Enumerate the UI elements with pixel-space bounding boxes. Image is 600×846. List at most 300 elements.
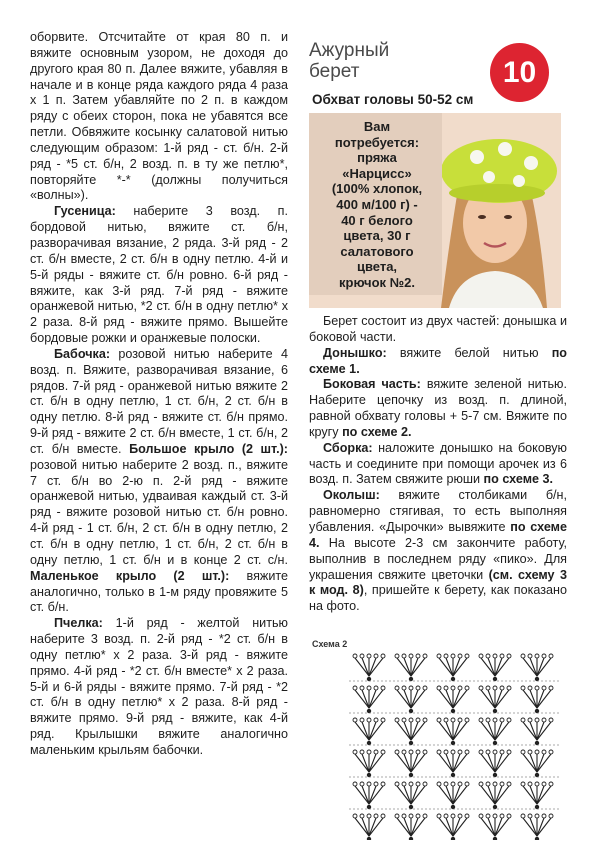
picot-loop	[367, 718, 371, 722]
picot-loop	[528, 686, 532, 690]
picot-loop	[360, 814, 364, 818]
picot-loop	[465, 718, 469, 722]
picot-loop	[500, 782, 504, 786]
picot-loop	[437, 782, 441, 786]
small-wing-text: вяжите аналогично, только в 1-м ряду провяжите 5 ст. б/н.	[30, 568, 288, 615]
base-stitch	[409, 677, 413, 681]
picot-loop	[381, 750, 385, 754]
fan-stroke	[530, 658, 537, 676]
fan-stroke	[439, 754, 453, 772]
picot-loop	[451, 654, 455, 658]
fan-stroke	[369, 722, 383, 740]
fan-stroke	[411, 754, 418, 772]
fan-stroke	[397, 690, 411, 708]
picot-loop	[549, 686, 553, 690]
picot-loop	[486, 718, 490, 722]
picot-loop	[444, 814, 448, 818]
picot-loop	[353, 782, 357, 786]
fan-stroke	[369, 658, 383, 676]
picot-loop	[542, 782, 546, 786]
fan-stroke	[453, 722, 467, 740]
fan-stroke	[537, 818, 551, 836]
picot-loop	[465, 686, 469, 690]
picot-loop	[437, 686, 441, 690]
picot-loop	[367, 686, 371, 690]
picot-loop	[493, 654, 497, 658]
fan-stroke	[411, 658, 418, 676]
fan-stroke	[411, 722, 425, 740]
picot-loop	[451, 718, 455, 722]
picot-loop	[507, 654, 511, 658]
picot-loop	[507, 782, 511, 786]
fan-stroke	[404, 722, 411, 740]
picot-loop	[416, 654, 420, 658]
picot-loop	[381, 782, 385, 786]
picot-loop	[423, 750, 427, 754]
picot-loop	[416, 686, 420, 690]
fan-stroke	[411, 754, 425, 772]
fan-stroke	[404, 658, 411, 676]
fan-stroke	[446, 722, 453, 740]
base-stitch	[451, 805, 455, 809]
picot-loop	[521, 654, 525, 658]
fan-stroke	[481, 786, 495, 804]
materials-box	[309, 113, 442, 295]
fan-stroke	[369, 754, 376, 772]
picot-loop	[381, 654, 385, 658]
picot-loop	[465, 654, 469, 658]
fan-stroke	[362, 786, 369, 804]
picot-loop	[360, 654, 364, 658]
picot-loop	[444, 782, 448, 786]
side-paragraph	[309, 377, 567, 440]
picot-loop	[528, 750, 532, 754]
fan-stroke	[355, 658, 369, 676]
fan-stroke	[488, 722, 495, 740]
intro-paragraph: оборвите. Отсчитайте от края 80 п. и вяжите основным узором, не доходя до другого края 80 п. Далее вяжите, убавляя в начале и в конце ряда каждого ряда 4 раза х 1 п. Затем убавляйте по 2 п. в каждом ряду с обеих сторон, пока не убавятся все петли. Обвяжите косынку салатовой нитью следующим образом: 1-й ряд - ст. б/н. 2-й ряд - *5 ст. б/н, 2 возд. п. в ту же петлю*, повторяйте *-* (должны получиться «волны»).	[30, 30, 288, 203]
materials-line: пряжа	[357, 150, 397, 166]
fan-stroke	[537, 722, 551, 740]
picot-loop	[542, 750, 546, 754]
fan-stroke	[446, 818, 453, 836]
base-stitch	[367, 773, 371, 777]
fan-stroke	[495, 690, 502, 708]
picot-loop	[437, 654, 441, 658]
picot-loop	[423, 654, 427, 658]
assembly-text: наложите донышко на боковую часть и соедините при помощи арочек из 6 возд. п. Затем свяжите рюши	[309, 440, 567, 487]
picot-loop	[444, 718, 448, 722]
materials-line: 400 м/100 г) -	[336, 196, 418, 212]
side-scheme-ref: по схеме 2.	[342, 424, 412, 439]
fan-stroke	[369, 818, 383, 836]
picot-loop	[374, 782, 378, 786]
picot-loop	[486, 750, 490, 754]
picot-loop	[360, 686, 364, 690]
bottom-paragraph	[309, 346, 567, 378]
picot-loop	[500, 718, 504, 722]
fan-stroke	[523, 690, 537, 708]
picot-loop	[549, 718, 553, 722]
base-stitch	[535, 773, 539, 777]
picot-loop	[479, 814, 483, 818]
picot-loop	[521, 814, 525, 818]
picot-loop	[402, 750, 406, 754]
fan-stroke	[369, 754, 383, 772]
picot-loop	[458, 782, 462, 786]
picot-loop	[423, 782, 427, 786]
fan-stroke	[369, 786, 376, 804]
picot-loop	[542, 814, 546, 818]
picot-loop	[409, 686, 413, 690]
fan-stroke	[362, 690, 369, 708]
picot-loop	[458, 814, 462, 818]
fan-stroke	[537, 722, 544, 740]
bee-text: 1-й ряд - желтой нитью наберите 3 возд. п. 2-й ряд - *2 ст. б/н в одну петлю* х 2 раза. 3-й ряд - вяжите прямо. 4-й ряд - *2 ст. б/н вместе* х 2 раза. 5-й и 6-й ряды - вяжите прямо. 7-й ряд - *2 ст. б/н в одну петлю* х 2 раза. 8-й ряд - вяжите прямо. 9-й ряд - вяжите, как 4-й ряд. Крылышки вяжите аналогично маленьким крыльям бабочки.	[30, 616, 288, 757]
big-wing-heading: Большое крыло (2 шт.):	[129, 441, 288, 456]
picot-loop	[493, 750, 497, 754]
base-stitch	[493, 837, 497, 840]
fan-stroke	[446, 786, 453, 804]
base-stitch	[409, 741, 413, 745]
fan-stroke	[411, 818, 425, 836]
picot-loop	[535, 654, 539, 658]
base-stitch	[493, 741, 497, 745]
fan-stroke	[397, 818, 411, 836]
fan-stroke	[439, 818, 453, 836]
fan-stroke	[530, 786, 537, 804]
picot-loop	[402, 686, 406, 690]
picot-loop	[353, 654, 357, 658]
fan-stroke	[397, 658, 411, 676]
title-line-1: Ажурный	[309, 40, 390, 61]
fan-stroke	[369, 658, 376, 676]
picot-loop	[451, 814, 455, 818]
picot-loop	[423, 686, 427, 690]
picot-loop	[521, 782, 525, 786]
picot-loop	[444, 654, 448, 658]
fan-stroke	[530, 722, 537, 740]
fan-stroke	[397, 722, 411, 740]
fan-stroke	[355, 690, 369, 708]
fan-stroke	[453, 722, 460, 740]
materials-line: «Нарцисс»	[342, 165, 412, 181]
caterpillar-heading: Гусеница:	[54, 204, 116, 219]
band-scheme-ref: по схеме 4.	[309, 519, 567, 550]
base-stitch	[493, 773, 497, 777]
picot-loop	[535, 814, 539, 818]
picot-loop	[360, 782, 364, 786]
fan-stroke	[411, 722, 418, 740]
fan-stroke	[537, 818, 544, 836]
base-stitch	[535, 709, 539, 713]
materials-line: крючок №2.	[339, 274, 415, 290]
materials-line: Вам	[363, 119, 391, 134]
fan-stroke	[537, 658, 544, 676]
picot-loop	[374, 750, 378, 754]
picot-loop	[402, 782, 406, 786]
fan-stroke	[369, 818, 376, 836]
fan-stroke	[495, 754, 509, 772]
picot-loop	[367, 814, 371, 818]
picot-loop	[500, 750, 504, 754]
picot-loop	[500, 654, 504, 658]
picot-loop	[458, 654, 462, 658]
picot-loop	[402, 814, 406, 818]
picot-loop	[507, 718, 511, 722]
fan-stroke	[537, 690, 544, 708]
picot-loop	[409, 718, 413, 722]
side-heading: Боковая часть:	[323, 377, 421, 392]
picot-loop	[500, 814, 504, 818]
picot-loop	[535, 782, 539, 786]
assembly-scheme-ref: по схеме 3.	[483, 472, 554, 487]
fan-stroke	[537, 786, 551, 804]
butterfly-heading: Бабочка:	[54, 346, 111, 361]
fan-stroke	[453, 754, 460, 772]
bottom-scheme-ref: по схеме 1.	[309, 345, 567, 376]
fan-stroke	[453, 690, 460, 708]
picot-loop	[353, 718, 357, 722]
base-stitch	[367, 677, 371, 681]
caterpillar-text: наберите 3 возд. п. бордовой нитью, вяжите ст. б/н, разворачивая вязание, 2 ряда. 3-й ряд - 2 ст. б/н вместе, 2 ст. б/н в одну петлю. 4-й и 5-й ряды - вяжите ст. б/н ровно. 6-й ряд - вяжите, как 3-й ряд. 7-й ряд - вяжите оранжевой нитью, *2 ст. б/н в одну петлю* х 2 раза. 8-й ряд - вяжите прямо. Вышейте бордовые рожки и оранжевые полоски.	[30, 204, 288, 346]
picot-loop	[374, 686, 378, 690]
fan-stroke	[481, 818, 495, 836]
picot-loop	[437, 814, 441, 818]
picot-loop	[535, 750, 539, 754]
picot-loop	[367, 750, 371, 754]
butterfly-paragraph	[30, 347, 288, 616]
materials-line: (100% хлопок,	[331, 181, 423, 197]
fan-stroke	[362, 754, 369, 772]
picot-loop	[402, 718, 406, 722]
fan-stroke	[537, 658, 551, 676]
materials-line: потребуется:	[334, 134, 420, 150]
assembly-heading: Сборка:	[323, 440, 373, 455]
bottom-heading: Донышко:	[323, 345, 387, 360]
picot-loop	[381, 686, 385, 690]
bee-heading: Пчелка:	[54, 616, 103, 631]
fan-stroke	[362, 722, 369, 740]
picot-loop	[465, 750, 469, 754]
picot-loop	[353, 750, 357, 754]
picot-loop	[395, 718, 399, 722]
materials-line: 40 г белого	[341, 212, 413, 228]
fan-stroke	[495, 818, 502, 836]
picot-loop	[493, 686, 497, 690]
fan-stroke	[404, 818, 411, 836]
bee-paragraph	[30, 616, 288, 759]
picot-loop	[458, 718, 462, 722]
picot-loop	[479, 750, 483, 754]
fan-stroke	[362, 818, 369, 836]
fan-stroke	[355, 786, 369, 804]
head-size-subtitle: Обхват головы 50-52 см	[312, 92, 474, 107]
picot-loop	[416, 814, 420, 818]
base-stitch	[493, 677, 497, 681]
picot-loop	[528, 654, 532, 658]
fan-stroke	[453, 786, 467, 804]
picot-loop	[542, 654, 546, 658]
picot-loop	[395, 654, 399, 658]
picot-loop	[416, 718, 420, 722]
base-stitch	[451, 677, 455, 681]
picot-loop	[416, 782, 420, 786]
fan-stroke	[397, 786, 411, 804]
picot-loop	[353, 686, 357, 690]
base-stitch	[367, 805, 371, 809]
picot-loop	[451, 686, 455, 690]
picot-loop	[409, 814, 413, 818]
picot-loop	[381, 718, 385, 722]
fan-stroke	[411, 690, 425, 708]
picot-loop	[535, 718, 539, 722]
fan-stroke	[355, 818, 369, 836]
fan-stroke	[411, 818, 418, 836]
fan-stroke	[495, 722, 509, 740]
fan-stroke	[488, 754, 495, 772]
fan-stroke	[523, 658, 537, 676]
flower-scheme-ref: (см. схему 3 к мод. 8)	[309, 567, 567, 598]
band-text-3: , пришейте к берету, как показано на фото.	[309, 583, 567, 614]
small-wing-heading: Маленькое крыло (2 шт.):	[30, 568, 230, 583]
picot-loop	[409, 782, 413, 786]
picot-loop	[486, 686, 490, 690]
picot-loop	[500, 686, 504, 690]
fan-stroke	[439, 658, 453, 676]
picot-loop	[416, 750, 420, 754]
picot-loop	[423, 814, 427, 818]
base-stitch	[409, 709, 413, 713]
picot-loop	[507, 750, 511, 754]
fan-stroke	[488, 690, 495, 708]
picot-loop	[521, 718, 525, 722]
picot-loop	[395, 750, 399, 754]
base-stitch	[451, 837, 455, 840]
fan-stroke	[488, 658, 495, 676]
materials-line: цвета,	[356, 259, 398, 275]
fan-stroke	[530, 754, 537, 772]
base-stitch	[367, 741, 371, 745]
article-title	[309, 40, 389, 82]
fan-stroke	[453, 786, 460, 804]
assembly-paragraph	[309, 441, 567, 489]
picot-loop	[374, 654, 378, 658]
picot-loop	[542, 718, 546, 722]
fan-stroke	[488, 786, 495, 804]
fan-stroke	[495, 786, 502, 804]
structure-paragraph: Берет состоит из двух частей: донышка и боковой части.	[309, 314, 567, 344]
fan-stroke	[481, 754, 495, 772]
picot-loop	[458, 750, 462, 754]
fan-stroke	[495, 658, 509, 676]
band-heading: Околыш:	[323, 488, 380, 503]
picot-loop	[423, 718, 427, 722]
picot-loop	[521, 686, 525, 690]
schema-label: Схема 2	[312, 639, 348, 649]
picot-loop	[374, 718, 378, 722]
fan-stroke	[481, 722, 495, 740]
base-stitch	[367, 709, 371, 713]
picot-loop	[479, 654, 483, 658]
picot-loop	[549, 814, 553, 818]
fan-stroke	[453, 818, 460, 836]
picot-loop	[542, 686, 546, 690]
picot-loop	[381, 814, 385, 818]
fan-stroke	[411, 658, 425, 676]
title-line-2: берет	[309, 61, 360, 82]
base-stitch	[409, 805, 413, 809]
picot-loop	[451, 750, 455, 754]
fan-stroke	[495, 722, 502, 740]
base-stitch	[451, 773, 455, 777]
picot-loop	[479, 686, 483, 690]
base-stitch	[493, 709, 497, 713]
fan-stroke	[495, 754, 502, 772]
picot-loop	[458, 686, 462, 690]
picot-loop	[549, 750, 553, 754]
picot-loop	[367, 654, 371, 658]
picot-loop	[549, 654, 553, 658]
fan-stroke	[453, 754, 467, 772]
fan-stroke	[369, 786, 383, 804]
fan-stroke	[481, 690, 495, 708]
materials-line: салатового	[340, 243, 414, 259]
picot-loop	[535, 686, 539, 690]
fan-stroke	[495, 690, 509, 708]
butterfly-text: розовой нитью наберите 4 возд. п. Вяжите, разворачивая вязание, 6 рядов. 7-й ряд - оранжевой нитью вяжите 2 ст. б/н в одну петлю, 1 ст. б/н, 2 ст. б/н в одну петлю. 8-й ряд - вяжите ст. б/н прямо. 9-й ряд - вяжите 2 ст. б/н вместе, 1 ст. б/н, 2 ст. б/н вместе.	[30, 346, 288, 456]
fan-stroke	[488, 818, 495, 836]
base-stitch	[535, 837, 539, 840]
fan-stroke	[530, 690, 537, 708]
fan-stroke	[446, 690, 453, 708]
right-column	[309, 314, 567, 615]
base-stitch	[535, 677, 539, 681]
picot-loop	[353, 814, 357, 818]
band-text-2: На высоте 2-3 см закончите работу, выполнив в последнем ряду «пико». Для украшения свяжите цветочки	[309, 535, 567, 582]
base-stitch	[367, 837, 371, 840]
fan-stroke	[523, 786, 537, 804]
picot-loop	[528, 718, 532, 722]
fan-stroke	[495, 786, 509, 804]
bottom-text: вяжите белой нитью	[386, 345, 552, 360]
fan-stroke	[397, 754, 411, 772]
fan-stroke	[355, 722, 369, 740]
fan-stroke	[369, 722, 376, 740]
fan-stroke	[530, 818, 537, 836]
fan-stroke	[446, 658, 453, 676]
picot-loop	[479, 718, 483, 722]
picot-loop	[437, 718, 441, 722]
picot-loop	[521, 750, 525, 754]
fan-stroke	[404, 754, 411, 772]
caterpillar-paragraph	[30, 204, 288, 347]
photo-box	[309, 113, 561, 308]
picot-loop	[437, 750, 441, 754]
fan-stroke	[453, 658, 460, 676]
fan-stroke	[537, 754, 544, 772]
fan-stroke	[404, 690, 411, 708]
fan-stroke	[355, 754, 369, 772]
fan-stroke	[439, 786, 453, 804]
picot-loop	[507, 814, 511, 818]
fan-stroke	[439, 722, 453, 740]
picot-loop	[360, 750, 364, 754]
base-stitch	[409, 837, 413, 840]
picot-loop	[444, 686, 448, 690]
picot-loop	[444, 750, 448, 754]
model-number-badge: 10	[490, 43, 549, 102]
fan-stroke	[537, 690, 551, 708]
